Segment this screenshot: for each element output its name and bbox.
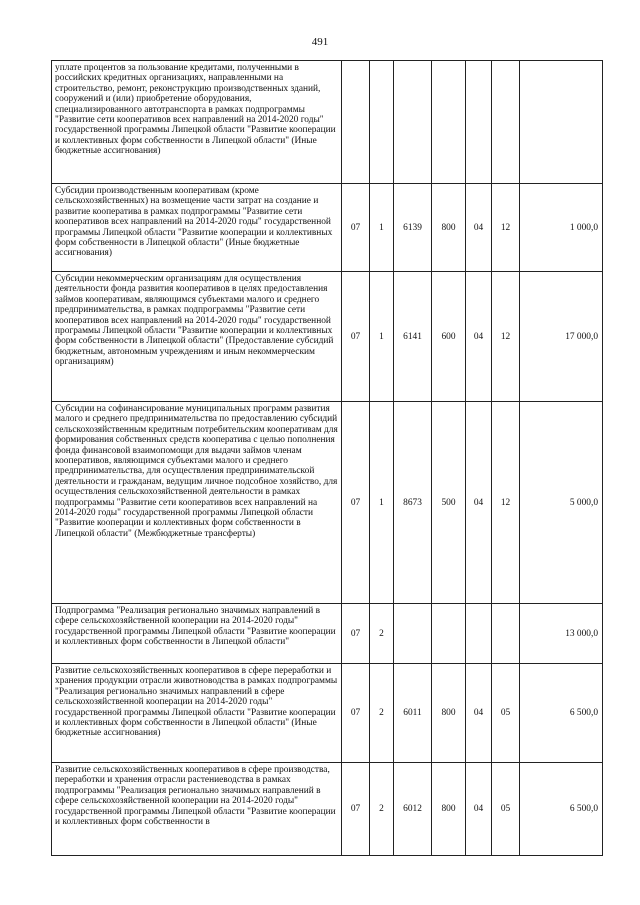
row-code-cell [432,61,466,184]
row-code-cell [394,61,432,184]
row-code-cell: 6011 [394,664,432,763]
row-amount-cell: 13 000,0 [520,604,603,664]
page-number: 491 [311,36,329,48]
row-code-cell: 07 [342,272,370,402]
row-amount-cell: 6 500,0 [520,664,603,763]
row-amount-cell: 1 000,0 [520,184,603,272]
row-code-cell: 800 [432,763,466,856]
row-code-cell [466,604,492,664]
table-row [52,61,603,184]
row-code-cell: 6139 [394,184,432,272]
row-name-cell: Подпрограмма "Реализация регионально значимых направлений в сфере сельскохозяйственной кооперации на 2014-2020 годы" государственной программы Липецкой области "Развитие кооперации и коллективных форм собственности в Липецкой области" [52,604,342,664]
row-code-cell: 500 [432,402,466,604]
row-code-cell: 800 [432,184,466,272]
row-code-cell: 12 [492,184,520,272]
table-row [52,664,603,763]
row-code-cell: 1 [370,272,394,402]
row-code-cell: 8673 [394,402,432,604]
row-name-cell: Субсидии на софинансирование муниципальных программ развития малого и среднего предпринимательства по предоставлению субсидий сельскохозяйственным кредитным потребительским кооперативам для формирования собственных средств кооператива с целью пополнения фонда финансовой взаимопомощи для выдачи займов членам кооперативов, являющимся субъектами малого и среднего предпринимательства, для осуществления предпринимательской деятельности и гражданам, ведущим личное подсобное хозяйство, для осуществления сельскохозяйственной деятельности в рамках подпрограммы "Развитие сети кооперативов всех направлений на 2014-2020 годы" государственной программы Липецкой области "Развитие кооперации и коллективных форм собственности в Липецкой области" (Межбюджетные трансферты) [52,402,342,604]
row-code-cell: 6141 [394,272,432,402]
row-code-cell [370,61,394,184]
row-code-cell: 12 [492,402,520,604]
row-code-cell [394,604,432,664]
budget-table [51,60,603,856]
row-code-cell: 2 [370,664,394,763]
row-name-cell: Субсидии производственным кооперативам (кроме сельскохозяйственных) на возмещение части затрат на создание и развитие кооператива в рамках подпрограммы "Развитие сети кооперативов всех направлений на 2014-2020 годы" государственной программы Липецкой области "Развитие кооперации и коллективных форм собственности в Липецкой области" (Иные бюджетные ассигнования) [52,184,342,272]
row-code-cell: 04 [466,763,492,856]
row-code-cell [492,61,520,184]
row-code-cell: 6012 [394,763,432,856]
row-code-cell: 2 [370,604,394,664]
row-code-cell: 07 [342,184,370,272]
row-amount-cell: 6 500,0 [520,763,603,856]
row-code-cell: 04 [466,402,492,604]
row-code-cell [432,604,466,664]
row-code-cell: 05 [492,763,520,856]
row-code-cell [466,61,492,184]
row-code-cell: 04 [466,184,492,272]
row-code-cell: 04 [466,664,492,763]
row-code-cell: 1 [370,402,394,604]
row-code-cell: 07 [342,604,370,664]
row-code-cell [342,61,370,184]
row-code-cell: 800 [432,664,466,763]
row-code-cell: 04 [466,272,492,402]
row-code-cell: 12 [492,272,520,402]
row-code-cell: 600 [432,272,466,402]
row-code-cell: 05 [492,664,520,763]
table-row [52,763,603,856]
row-amount-cell: 5 000,0 [520,402,603,604]
row-name-cell: Развитие сельскохозяйственных кооперативов в сфере переработки и хранения продукции отрасли животноводства в рамках подпрограммы "Реализация регионально значимых направлений в сфере сельскохозяйственной кооперации на 2014-2020 годы" государственной программы Липецкой области "Развитие кооперации и коллективных форм собственности в Липецкой области" (Иные бюджетные ассигнования) [52,664,342,763]
row-amount-cell: 17 000,0 [520,272,603,402]
row-code-cell: 07 [342,763,370,856]
row-amount-cell [520,61,603,184]
row-code-cell: 07 [342,664,370,763]
table-row [52,272,603,402]
row-code-cell: 1 [370,184,394,272]
row-code-cell [492,604,520,664]
table-row [52,604,603,664]
row-name-cell: Субсидии некоммерческим организациям для осуществления деятельности фонда развития кооперативов в целях предоставления займов кооперативам, являющимся субъектами малого и среднего предпринимательства, в рамках подпрограммы "Развитие сети кооперативов всех направлений на 2014-2020 годы" государственной программы Липецкой области "Развитие кооперации и коллективных форм собственности в Липецкой области" (Предоставление субсидий бюджетным, автономным учреждениям и иным некоммерческим организациям) [52,272,342,402]
row-code-cell: 07 [342,402,370,604]
row-name-cell: Развитие сельскохозяйственных кооперативов в сфере производства, переработки и хранения отрасли растениеводства в рамках подпрограммы "Реализация регионально значимых направлений в сфере сельскохозяйственной кооперации на 2014-2020 годы" государственной программы Липецкой области "Развитие кооперации и коллективных форм собственности в [52,763,342,856]
table-row [52,402,603,604]
row-name-cell: уплате процентов за пользование кредитами, полученными в российских кредитных организациях, направленными на строительство, ремонт, реконструкцию производственных зданий, сооружений и (или) приобретение оборудования, специализированного автотранспорта в рамках подпрограммы "Развитие сети кооперативов всех направлений на 2014-2020 годы" государственной программы Липецкой области "Развитие кооперации и коллективных форм собственности в Липецкой области" (Иные бюджетные ассигнования) [52,61,342,184]
table-row [52,184,603,272]
row-code-cell: 2 [370,763,394,856]
